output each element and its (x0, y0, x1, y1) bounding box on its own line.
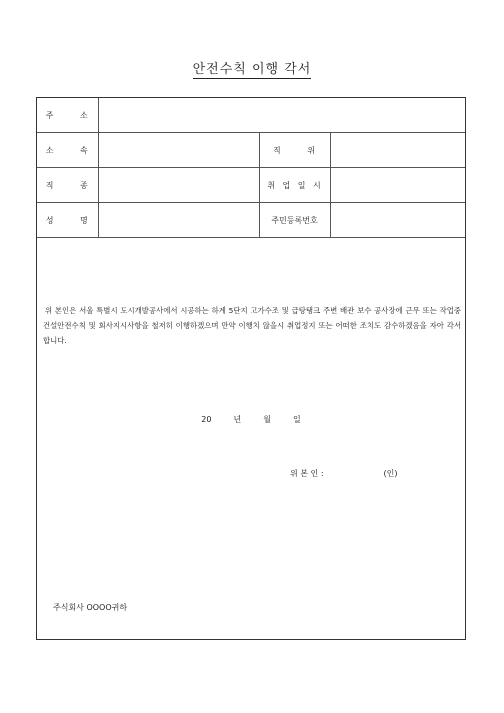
date-year-unit: 년 (233, 415, 242, 424)
department-value[interactable] (98, 133, 259, 168)
document-title-text: 안전수칙 이행 각서 (193, 58, 312, 79)
personal-info-table (37, 98, 465, 238)
date-year-prefix: 20 (201, 415, 212, 424)
pledge-statement: 위 본인은 서울 특별시 도시개발공사에서 시공하는 하계 5단지 고가수조 및 급탕탱크 주변 배관 보수 공사장에 근무 또는 작업중 건설안전수칙 및 회사지시사항을 철저히 이행하겠으며 만약 이행치 않을시 취업정지 또는 어떠한 조치도 감수하겠음을 자아 각서합니다. (43, 306, 461, 345)
date-line (37, 414, 465, 425)
job-type-label: 직 종 (37, 168, 98, 203)
table-row (37, 98, 465, 133)
table-row (37, 133, 465, 168)
job-type-value[interactable] (98, 168, 259, 203)
name-label: 성 명 (37, 203, 98, 238)
date-month-unit: 월 (263, 415, 271, 424)
position-value[interactable] (330, 133, 465, 168)
department-label: 소 속 (37, 133, 98, 168)
seal-mark: (인) (383, 469, 398, 478)
addressee: 주식회사 OOOO귀하 (53, 603, 128, 612)
resident-number-value[interactable] (330, 203, 465, 238)
name-value[interactable] (98, 203, 259, 238)
document-title (0, 58, 504, 79)
signature-label: 위 본 인 : (290, 469, 324, 478)
table-row (37, 203, 465, 238)
address-label: 주 소 (37, 98, 98, 133)
pledge-form (36, 97, 466, 640)
resident-number-label: 주민등록번호 (259, 203, 330, 238)
employment-date-value[interactable] (330, 168, 465, 203)
signature-line (290, 468, 398, 479)
date-day-unit: 일 (292, 415, 301, 424)
employment-date-label: 취 업 일 시 (259, 168, 330, 203)
position-label: 직 위 (259, 133, 330, 168)
address-value[interactable] (98, 98, 465, 133)
table-row (37, 168, 465, 203)
